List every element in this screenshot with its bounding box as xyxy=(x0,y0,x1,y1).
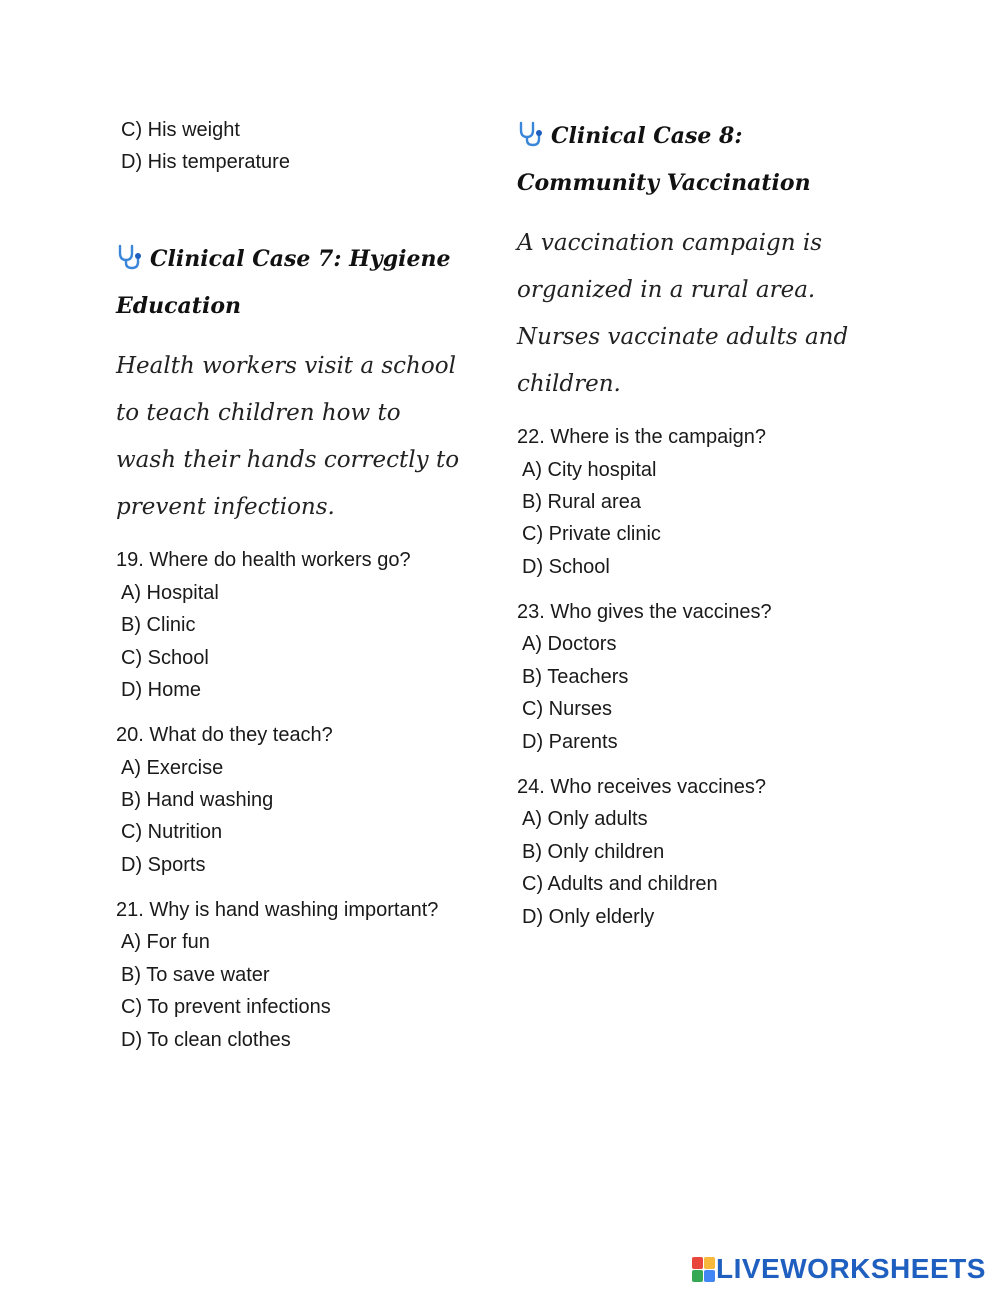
question-19-option-a[interactable]: A) Hospital xyxy=(121,582,219,604)
question-20-option-b[interactable]: B) Hand washing xyxy=(121,789,274,811)
question-21-option-b[interactable]: B) To save water xyxy=(121,964,270,986)
case-7-title-line2: Education xyxy=(116,293,241,319)
question-21-option-a[interactable]: A) For fun xyxy=(121,931,210,953)
question-22-option-c[interactable]: C) Private clinic xyxy=(522,523,661,545)
question-20-option-c[interactable]: C) Nutrition xyxy=(121,821,223,843)
case-8-text-line: organized in a rural area. xyxy=(517,277,816,303)
question-23-option-a[interactable]: A) Doctors xyxy=(522,633,617,655)
question-19-option-b[interactable]: B) Clinic xyxy=(121,614,196,636)
question-20-option-a[interactable]: A) Exercise xyxy=(121,757,224,779)
question-24-option-d[interactable]: D) Only elderly xyxy=(522,906,655,928)
question-23-option-c[interactable]: C) Nurses xyxy=(522,698,613,720)
brand-mark-square xyxy=(692,1257,703,1269)
question-23: 23. Who gives the vaccines? xyxy=(517,601,772,623)
case-8-title xyxy=(517,113,742,164)
case-7-title xyxy=(116,236,450,287)
question-24: 24. Who receives vaccines? xyxy=(517,776,767,798)
question-24-option-a[interactable]: A) Only adults xyxy=(522,808,648,830)
case-7-text-line: wash their hands correctly to xyxy=(116,447,460,473)
question-22: 22. Where is the campaign? xyxy=(517,426,767,448)
brand-mark-icon xyxy=(692,1257,714,1281)
question-19-option-d[interactable]: D) Home xyxy=(121,679,202,701)
question-23-option-b[interactable]: B) Teachers xyxy=(522,666,629,688)
stethoscope-icon xyxy=(517,117,545,164)
question-19: 19. Where do health workers go? xyxy=(116,549,411,571)
case-7-text-line: Health workers visit a school xyxy=(116,353,456,379)
case-8-title-line2: Community Vaccination xyxy=(517,170,811,196)
question-23-option-d[interactable]: D) Parents xyxy=(522,731,618,753)
brand-mark-square xyxy=(692,1270,703,1282)
question-21-option-d[interactable]: D) To clean clothes xyxy=(121,1029,291,1051)
case-8-text-line: Nurses vaccinate adults and xyxy=(517,324,849,350)
brand-mark-square xyxy=(704,1270,715,1282)
question-24-option-b[interactable]: B) Only children xyxy=(522,841,665,863)
question-22-option-d[interactable]: D) School xyxy=(522,556,610,578)
brand-mark-square xyxy=(704,1257,715,1269)
question-21-option-c[interactable]: C) To prevent infections xyxy=(121,996,331,1018)
question-20: 20. What do they teach? xyxy=(116,724,333,746)
case-8-text-line: children. xyxy=(517,371,621,397)
case-8-title-line1: Clinical Case 8: xyxy=(551,123,743,149)
question-24-option-c[interactable]: C) Adults and children xyxy=(522,873,718,895)
question-19-option-c[interactable]: C) School xyxy=(121,647,209,669)
liveworksheets-logo xyxy=(692,1254,986,1284)
case-7-text-line: prevent infections. xyxy=(116,494,335,520)
question-20-option-d[interactable]: D) Sports xyxy=(121,854,206,876)
case-7-title-line1: Clinical Case 7: Hygiene xyxy=(150,246,451,272)
question-22-option-b[interactable]: B) Rural area xyxy=(522,491,641,513)
option-c: C) His weight xyxy=(121,119,240,141)
question-22-option-a[interactable]: A) City hospital xyxy=(522,459,657,481)
case-8-text-line: A vaccination campaign is xyxy=(517,230,823,256)
brand-name: LIVEWORKSHEETS xyxy=(716,1253,986,1284)
option-d: D) His temperature xyxy=(121,151,290,173)
stethoscope-icon xyxy=(116,240,144,287)
case-7-text-line: to teach children how to xyxy=(116,400,401,426)
question-21: 21. Why is hand washing important? xyxy=(116,899,439,921)
